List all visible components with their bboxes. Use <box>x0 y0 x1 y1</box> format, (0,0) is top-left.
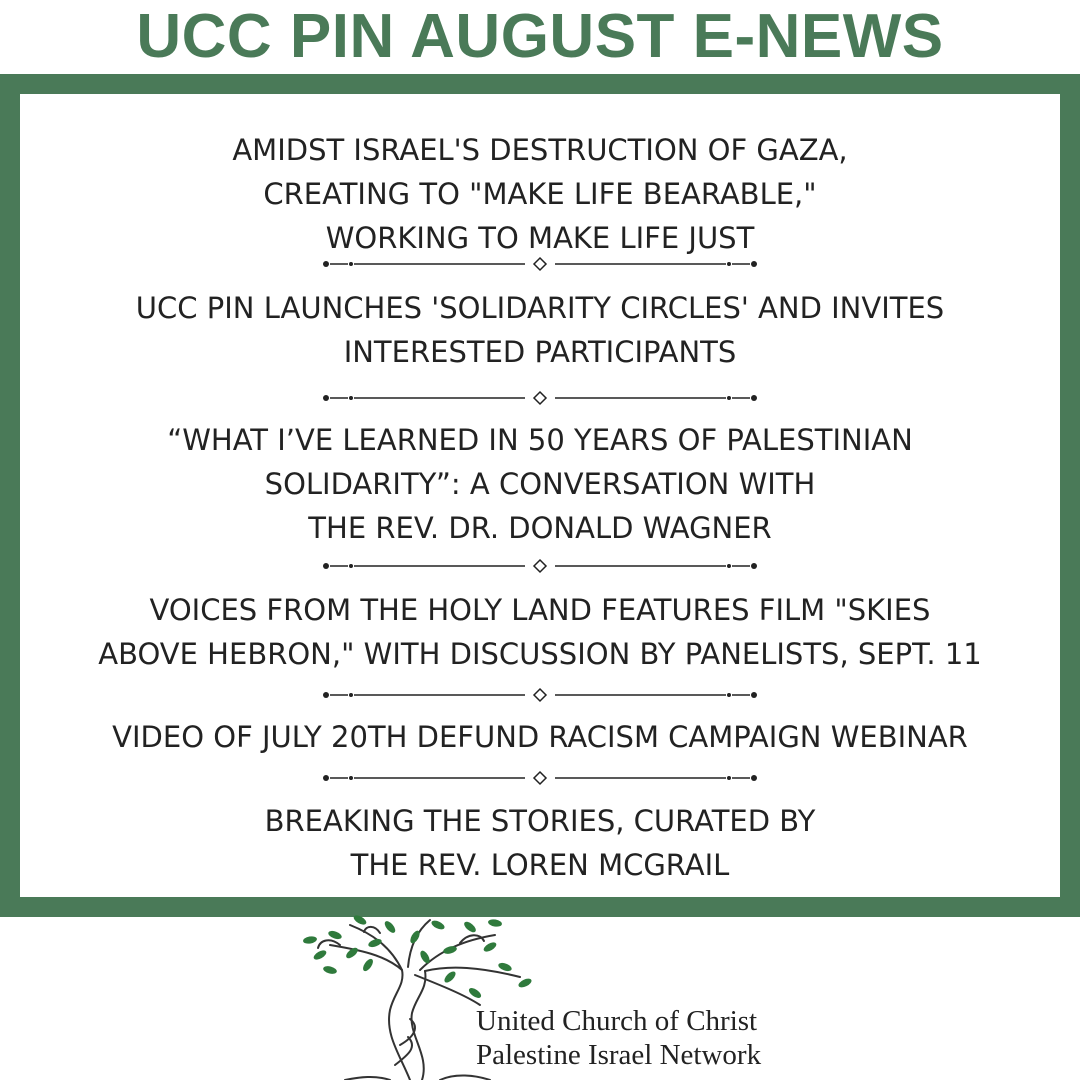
headline-line: AMIDST ISRAEL'S DESTRUCTION OF GAZA, <box>232 133 848 167</box>
ornament-divider <box>20 687 1060 703</box>
headline-line: CREATING TO "MAKE LIFE BEARABLE," <box>263 177 817 211</box>
headline-item <box>20 715 1060 759</box>
page-title: UCC PIN AUGUST E-NEWS <box>136 2 944 71</box>
org-name-line1: United Church of Christ <box>476 1005 758 1037</box>
headline-item <box>20 128 1060 260</box>
headline-line: UCC PIN LAUNCHES 'SOLIDARITY CIRCLES' AND INVITES <box>135 291 945 325</box>
headline-line: SOLIDARITY”: A CONVERSATION WITH <box>264 467 816 501</box>
headline-item <box>20 418 1060 550</box>
headline-item <box>20 286 1060 374</box>
headline-line: INTERESTED PARTICIPANTS <box>343 335 737 369</box>
headline-line: VOICES FROM THE HOLY LAND FEATURES FILM "SKIES <box>149 593 931 627</box>
headline-line: “WHAT I’VE LEARNED IN 50 YEARS OF PALESTINIAN <box>167 423 913 457</box>
org-name-line2: Palestine Israel Network <box>476 1039 762 1071</box>
headline-item <box>20 799 1060 887</box>
headline-line: BREAKING THE STORIES, CURATED BY <box>264 804 816 838</box>
headline-line: VIDEO OF JULY 20TH DEFUND RACISM CAMPAIGN WEBINAR <box>112 720 968 754</box>
headline-line: WORKING TO MAKE LIFE JUST <box>325 221 755 255</box>
headline-list <box>20 94 1060 897</box>
headline-line: THE REV. DR. DONALD WAGNER <box>308 511 772 545</box>
headline-item <box>20 588 1060 676</box>
ornament-divider <box>20 770 1060 786</box>
headline-line: THE REV. LOREN MCGRAIL <box>350 848 730 882</box>
content-frame <box>0 74 1080 917</box>
ornament-divider <box>20 256 1060 272</box>
ornament-divider <box>20 390 1060 406</box>
ornament-divider <box>20 558 1060 574</box>
headline-line: ABOVE HEBRON," WITH DISCUSSION BY PANELISTS, SEPT. 11 <box>98 637 982 671</box>
